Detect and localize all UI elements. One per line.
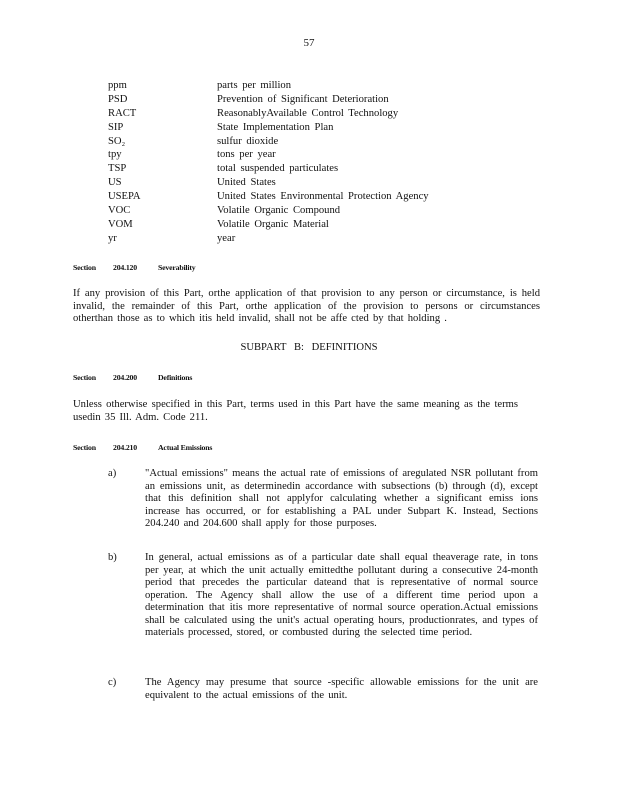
abbreviation-term: VOM: [108, 218, 133, 230]
abbreviation-term: US: [108, 177, 122, 189]
abbreviation-row: [108, 162, 528, 176]
abbreviation-row: [108, 93, 528, 107]
abbreviation-row: [108, 190, 528, 204]
abbreviation-term: USEPA: [108, 191, 141, 203]
item-text: The Agency may presume that source -specific allowable emissions for the unit are equivalent to the actual emissions of the unit.: [145, 677, 538, 701]
abbreviation-term: yr: [108, 232, 117, 244]
section-title: Actual Emissions: [158, 443, 213, 452]
section-label: Section: [73, 263, 96, 272]
abbreviation-definition: parts per million: [217, 80, 292, 91]
abbreviation-definition: Prevention of Significant Deterioration: [217, 93, 389, 105]
abbreviation-row: [108, 218, 528, 232]
section-number: 204.200: [113, 373, 137, 382]
abbreviation-term: tpy: [108, 149, 122, 161]
abbreviation-term: SIP: [108, 121, 124, 133]
section-heading-definitions: [73, 373, 192, 382]
abbreviation-term: ppm: [108, 80, 127, 91]
abbreviation-definition: year: [217, 232, 236, 244]
abbreviation-definition: ReasonablyAvailable Control Technology: [217, 107, 399, 119]
abbreviation-term: TSP: [108, 163, 127, 175]
severability-paragraph: If any provision of this Part, orthe application of that provision to any person or circumstance, is held invalid, the remainder of this Part, orthe application of the provision to persons or circumstances otherthan those as to which itis held invalid, shall not be affe cted by that holding .: [73, 288, 540, 324]
abbreviation-row: [108, 148, 528, 162]
definitions-paragraph: Unless otherwise specified in this Part, terms used in this Part have the same meaning as the terms usedin 35 Ill. Adm. Code 211.: [73, 399, 518, 423]
section-heading-severability: [73, 263, 195, 272]
abbreviation-definition: tons per year: [217, 149, 276, 161]
abbreviation-definition: United States Environmental Protection Agency: [217, 191, 429, 203]
section-number: 204.120: [113, 263, 137, 272]
abbreviation-list: [108, 79, 528, 246]
abbreviation-definition: Volatile Organic Compound: [217, 205, 341, 217]
abbreviation-row: [108, 204, 528, 218]
abbreviation-term: RACT: [108, 107, 137, 119]
section-title: Severability: [158, 263, 196, 272]
section-title: Definitions: [158, 373, 193, 382]
abbreviation-definition: sulfur dioxide: [217, 135, 279, 147]
abbreviation-row: [108, 176, 528, 190]
subpart-heading: SUBPART B: DEFINITIONS: [240, 342, 378, 353]
abbreviation-term: PSD: [108, 93, 128, 105]
abbreviation-row: [108, 107, 528, 121]
abbreviation-row: [108, 232, 528, 246]
section-label: Section: [73, 443, 96, 452]
abbreviation-definition: total suspended particulates: [217, 163, 339, 175]
abbreviation-row: [108, 79, 528, 93]
section-heading-actual-emissions: [73, 443, 212, 452]
item-label: b): [108, 552, 117, 563]
page-number: 57: [303, 37, 315, 49]
abbreviation-definition: United States: [217, 177, 276, 189]
item-label: a): [108, 468, 117, 479]
item-text: "Actual emissions" means the actual rate of emissions of aregulated NSR pollutant from an emissions unit, as determinedin accordance with subsections (b) through (d), except that this definition shall not applyfor calculating whether a significant emiss ions increase has occurred, or for establishing a PAL under Subpart K. Instead, Sections 204.240 and 204.600 shall apply for those purposes.: [145, 468, 538, 529]
abbreviation-definition: State Implementation Plan: [217, 121, 334, 133]
abbreviation-term: VOC: [108, 205, 131, 217]
item-text: In general, actual emissions as of a particular date shall equal theaverage rate, in tons per year, at which the unit actually emittedthe pollutant during a consecutive 24-month period that precedes the particular dateand that is representative of normal source operation. The Agency shall allow the use of a different time period upon a determination that itis more representative of normal source operation.Actual emissions shall be calculated using the unit's actual operating hours, productionrates, and types of materials processed, stored, or combusted during the selected time period.: [145, 552, 538, 638]
item-label: c): [108, 677, 117, 688]
abbreviation-term: SO₂: [108, 135, 126, 147]
section-label: Section: [73, 373, 96, 382]
abbreviation-row: [108, 135, 528, 149]
section-number: 204.210: [113, 443, 137, 452]
abbreviation-definition: Volatile Organic Material: [217, 218, 329, 230]
abbreviation-row: [108, 121, 528, 135]
